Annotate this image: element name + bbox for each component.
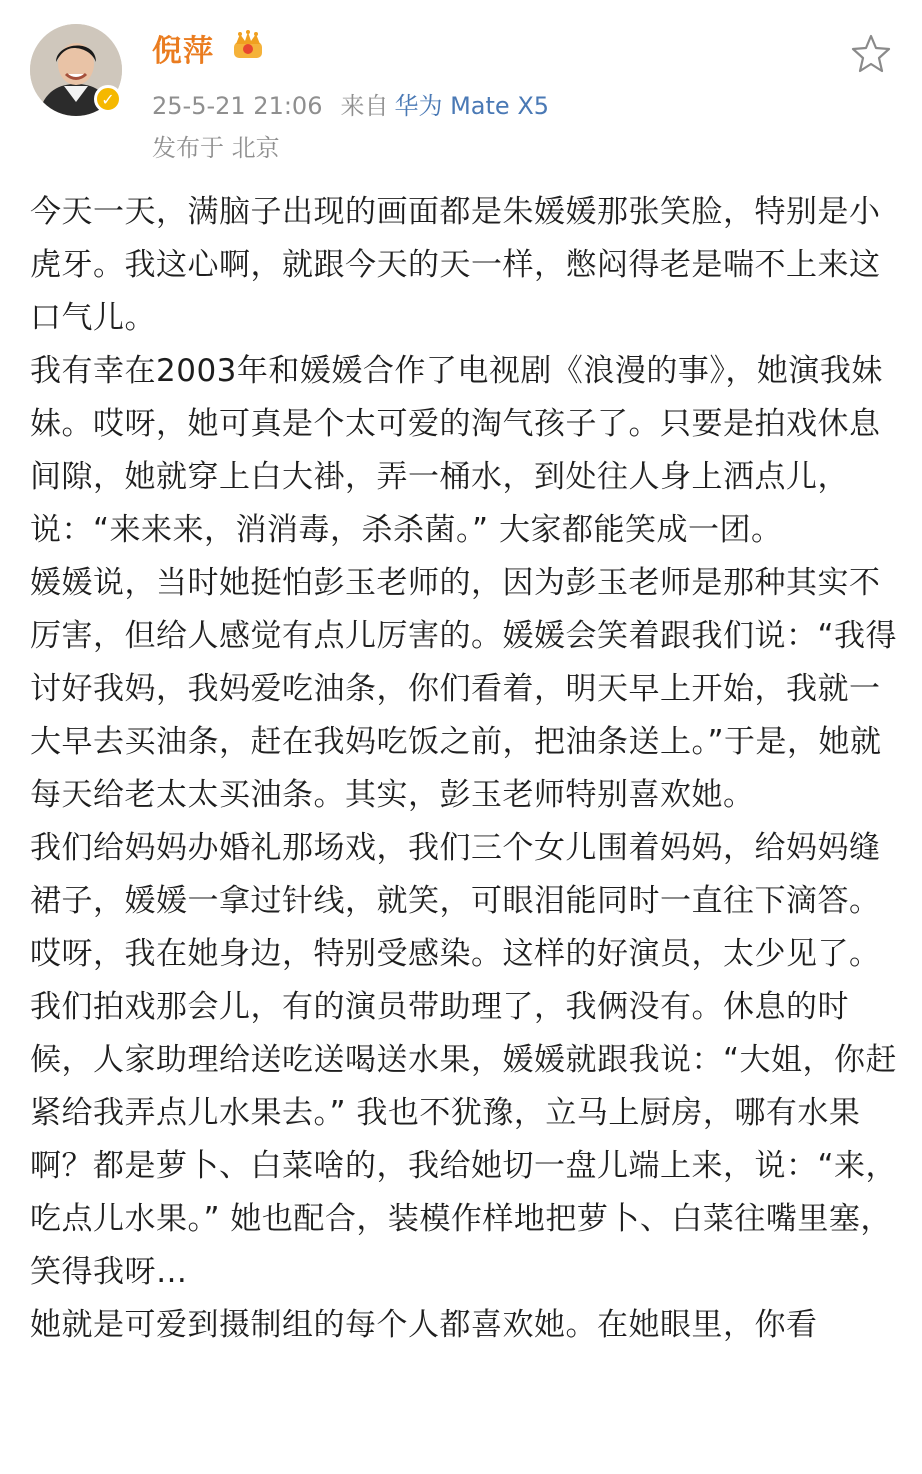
content-paragraph: 我们拍戏那会儿，有的演员带助理了，我俩没有。休息的时候，人家助理给送吃送喝送水果，媛媛就跟我说：“大姐，你赶紧给我弄点儿水果去。” 我也不犹豫，立马上厨房，哪有水果啊？都是萝卜、白菜啥的，我给她切一盘儿端上来，说：“来，吃点儿水果。” 她也配合，装模作样地把萝卜、白菜往嘴里塞，笑得我呀… [30,989,898,1290]
star-outline-icon[interactable] [850,32,892,74]
author-name[interactable]: 倪萍 [152,34,214,69]
post-meta [152,86,549,121]
content-paragraph: 我们给妈妈办婚礼那场戏，我们三个女儿围着妈妈，给妈妈缝裙子，媛媛一拿过针线，就笑，可眼泪能同时一直往下滴答。哎呀，我在她身边，特别受感染。这样的好演员，太少见了。 [30,830,881,972]
post-content [30,186,898,1352]
post-location: 发布于 北京 [152,134,280,162]
content-paragraph: 今天一天，满脑子出现的画面都是朱媛媛那张笑脸，特别是小虎牙。我这心啊，就跟今天的天一样，憋闷得老是喘不上来这口气儿。 [30,194,881,336]
post-timestamp: 25-5-21 21:06 [152,92,323,120]
crown-icon [230,28,266,64]
device-link[interactable]: 华为 Mate X5 [394,92,550,120]
verified-badge-icon: ✓ [94,85,122,113]
post-header [0,0,922,175]
content-paragraph: 我有幸在2003年和媛媛合作了电视剧《浪漫的事》，她演我妹妹。哎呀，她可真是个太可爱的淘气孩子了。只要是拍戏休息间隙，她就穿上白大褂，弄一桶水，到处往人身上洒点儿，说：“来来来，消消毒，杀杀菌。” 大家都能笑成一团。 [30,353,883,548]
content-paragraph: 媛媛说，当时她挺怕彭玉老师的，因为彭玉老师是那种其实不厉害，但给人感觉有点儿厉害的。媛媛会笑着跟我们说：“我得讨好我妈，我妈爱吃油条，你们看着，明天早上开始，我就一大早去买油条，赶在我妈吃饭之前，把油条送上。”于是，她就每天给老太太买油条。其实，彭玉老师特别喜欢她。 [30,565,898,813]
content-paragraph: 她就是可爱到摄制组的每个人都喜欢她。在她眼里，你看 [30,1307,818,1343]
source-prefix: 来自 [340,92,389,120]
